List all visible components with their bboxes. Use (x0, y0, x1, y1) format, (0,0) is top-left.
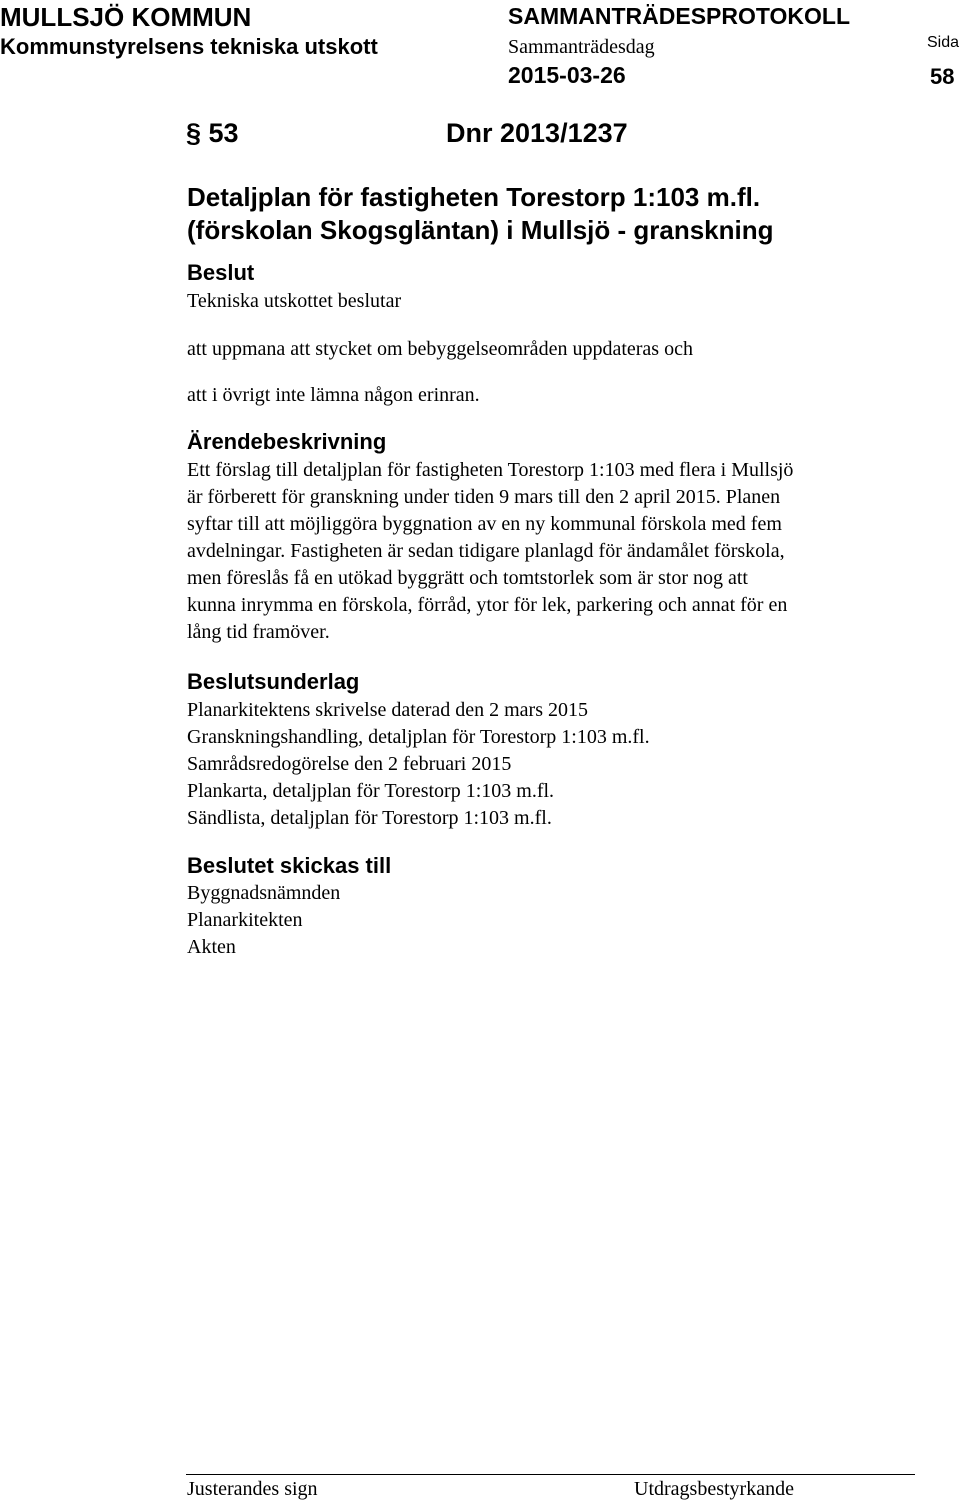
distribution-recipient: Byggnadsnämnden (187, 882, 341, 904)
section-title-line: Detaljplan för fastigheten Torestorp 1:103 m.fl. (187, 182, 761, 212)
diary-number: Dnr 2013/1237 (446, 118, 628, 148)
description-line: avdelningar. Fastigheten är sedan tidigare planlagd för ändamålet förskola, (187, 540, 785, 562)
section-title-line: (förskolan Skogsgläntan) i Mullsjö - granskning (187, 215, 774, 245)
footer-certification-label: Utdragsbestyrkande (634, 1478, 794, 1500)
basis-heading: Beslutsunderlag (187, 669, 360, 694)
description-line: lång tid framöver. (187, 621, 330, 643)
decision-item: att i övrigt inte lämna någon erinran. (187, 384, 480, 406)
page-number: 58 (930, 64, 955, 89)
basis-item: Samrådsredogörelse den 2 februari 2015 (187, 753, 512, 775)
decision-item: att uppmana att stycket om bebyggelseområden uppdateras och (187, 338, 693, 360)
decision-heading: Beslut (187, 260, 255, 285)
basis-item: Plankarta, detaljplan för Torestorp 1:103 m.fl. (187, 780, 555, 802)
meeting-date: 2015-03-26 (508, 62, 626, 88)
footer-rule (186, 1474, 915, 1475)
distribution-recipient: Planarkitekten (187, 909, 303, 931)
basis-item: Granskningshandling, detaljplan för Torestorp 1:103 m.fl. (187, 726, 650, 748)
description-heading: Ärendebeskrivning (187, 429, 387, 454)
meeting-date-label: Sammanträdesdag (508, 36, 655, 58)
paragraph-number: § 53 (186, 118, 239, 148)
committee-name: Kommunstyrelsens tekniska utskott (0, 34, 378, 59)
decision-intro: Tekniska utskottet beslutar (187, 290, 402, 312)
organization-name: MULLSJÖ KOMMUN (0, 2, 252, 32)
description-line: Ett förslag till detaljplan för fastigheten Torestorp 1:103 med flera i Mullsjö (187, 459, 794, 481)
description-line: kunna inrymma en förskola, förråd, ytor för lek, parkering och annat för en (187, 594, 788, 616)
document-type: SAMMANTRÄDESPROTOKOLL (508, 3, 851, 29)
description-line: syftar till att möjliggöra byggnation av en ny kommunal förskola med fem (187, 513, 782, 535)
description-line: är förberett för granskning under tiden 9 mars till den 2 april 2015. Planen (187, 486, 781, 508)
description-line: men föreslås få en utökad byggrätt och tomtstorlek som är stor nog att (187, 567, 748, 589)
basis-item: Sändlista, detaljplan för Torestorp 1:103 m.fl. (187, 807, 552, 829)
distribution-recipient: Akten (187, 936, 236, 958)
basis-item: Planarkitektens skrivelse daterad den 2 mars 2015 (187, 699, 588, 721)
distribution-heading: Beslutet skickas till (187, 853, 392, 878)
page-label: Sida (927, 34, 960, 51)
footer-signature-label: Justerandes sign (187, 1478, 318, 1500)
